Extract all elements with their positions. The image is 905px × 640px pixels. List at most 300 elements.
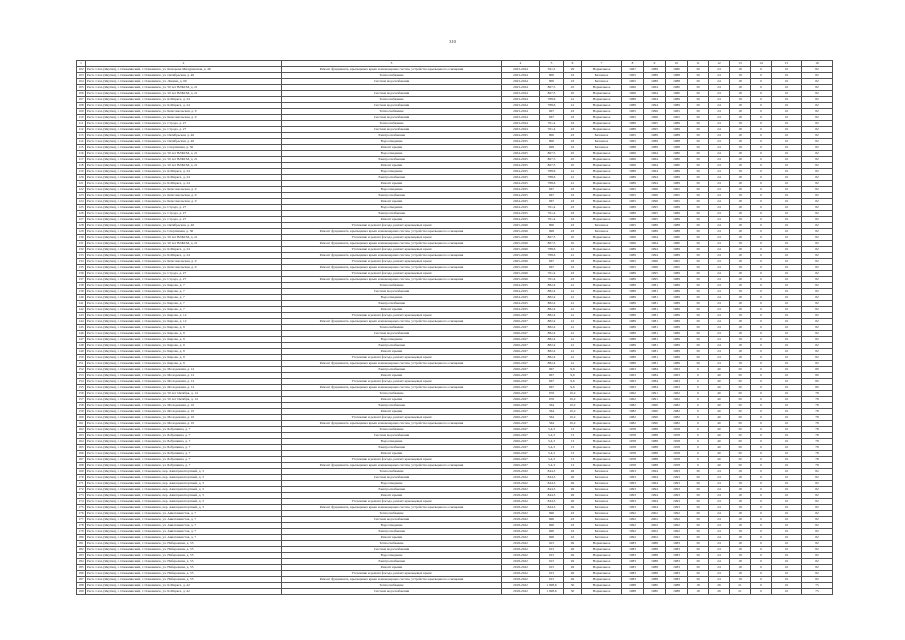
table-cell: Нормальное bbox=[582, 313, 622, 319]
table-cell: 667 bbox=[540, 187, 564, 193]
table-cell: 1962 bbox=[666, 397, 688, 403]
table-cell: 10 bbox=[772, 295, 802, 301]
table-cell: 45 bbox=[564, 85, 582, 91]
table-cell: 30 bbox=[688, 337, 709, 343]
table-cell: 43 bbox=[564, 511, 582, 517]
table-cell: 2018-2022 bbox=[502, 529, 540, 535]
table-cell: 24 bbox=[709, 343, 730, 349]
table-cell: 49 bbox=[564, 475, 582, 481]
table-cell: 169 bbox=[78, 469, 84, 473]
table-cell: Нормальное bbox=[582, 301, 622, 307]
table-cell: Респ. Саха (Якутия), г. Олекминский, г. Олекминск, ул. Комсомольская, д. 9 bbox=[86, 259, 282, 265]
table-cell: 40 bbox=[709, 385, 730, 391]
table-cell: 0 bbox=[751, 139, 772, 145]
table-cell: 1989 bbox=[622, 337, 644, 343]
table-cell: 43 bbox=[564, 109, 582, 115]
table-cell: 24 bbox=[709, 523, 730, 529]
table-cell: 18 bbox=[730, 355, 751, 361]
table-cell: Ремонт крыши bbox=[282, 217, 502, 223]
table-cell: 915 bbox=[540, 565, 564, 571]
table-cell: 156 bbox=[78, 391, 84, 395]
table-cell: 844,3 bbox=[540, 475, 564, 481]
table-cell: 24 bbox=[709, 535, 730, 541]
table-cell: 1989 bbox=[622, 331, 644, 337]
table-cell: Водоотведение bbox=[282, 205, 502, 211]
table-cell: 1989 bbox=[622, 289, 644, 295]
table-cell: 0 bbox=[751, 349, 772, 355]
table-cell: Респ. Саха (Якутия), г. Олекминский, г. Олекминск, ул. Набережная, д. 55 bbox=[86, 559, 282, 565]
table-cell: 1984 bbox=[644, 367, 666, 373]
table-cell: 82 bbox=[802, 157, 833, 163]
table-cell: 24 bbox=[709, 355, 730, 361]
table-cell: Нормальное bbox=[582, 109, 622, 115]
table-cell: 2018-2022 bbox=[502, 517, 540, 523]
table-cell: 1980 bbox=[666, 67, 688, 73]
table-cell: 2018-2022 bbox=[502, 511, 540, 517]
table-cell: 24 bbox=[709, 121, 730, 127]
table-cell: 146 bbox=[78, 331, 84, 335]
table-cell: 0 bbox=[751, 385, 772, 391]
table-cell: Респ. Саха (Якутия), г. Олекминский, г. Олекминск, ул. Кирова, д. 9 bbox=[86, 325, 282, 331]
table-cell: 82 bbox=[802, 265, 833, 271]
table-cell: 1983 bbox=[622, 577, 644, 583]
table-cell: 1996 bbox=[644, 109, 666, 115]
table-cell: 667 bbox=[540, 259, 564, 265]
table-cell: 10 bbox=[772, 133, 802, 139]
table-cell: 844,3 bbox=[540, 469, 564, 475]
table-cell: 180 bbox=[78, 535, 84, 539]
table-cell: Нормальное bbox=[582, 463, 622, 469]
table-cell: Бетонное bbox=[582, 229, 622, 235]
table-cell: 1980 bbox=[644, 583, 666, 589]
table-cell: 2023-2024 bbox=[502, 109, 540, 115]
table-cell: 788,6 bbox=[540, 247, 564, 253]
table-cell: 0 bbox=[751, 517, 772, 523]
table-cell: 41 bbox=[564, 283, 582, 289]
table-cell: 1981 bbox=[644, 319, 666, 325]
table-cell: 43 bbox=[564, 115, 582, 121]
table-cell: 1989 bbox=[622, 217, 644, 223]
table-cell: 155 bbox=[78, 385, 84, 389]
table-cell: 800 bbox=[540, 139, 564, 145]
table-cell: 41 bbox=[564, 325, 582, 331]
table-cell: 170 bbox=[78, 475, 84, 479]
table-cell: 30 bbox=[688, 481, 709, 487]
table-cell: Респ. Саха (Якутия), г. Олекминский, г. Олекминск, ул. Кирова, д. 9 bbox=[86, 349, 282, 355]
table-cell: 1981 bbox=[644, 295, 666, 301]
table-cell: 82 bbox=[802, 577, 833, 583]
table-cell: 2024-2025 bbox=[502, 295, 540, 301]
table-cell: 1965 bbox=[622, 79, 644, 85]
table-cell: 184 bbox=[78, 559, 84, 563]
table-cell: 1964 bbox=[644, 163, 666, 169]
table-cell: 43 bbox=[564, 535, 582, 541]
table-cell: 10 bbox=[772, 205, 802, 211]
table-cell: 2018-2022 bbox=[502, 487, 540, 493]
table-cell: Бетонное bbox=[582, 523, 622, 529]
table-cell: 1989 bbox=[622, 355, 644, 361]
table-cell: 128 bbox=[78, 223, 84, 227]
table-cell: 82 bbox=[802, 217, 833, 223]
table-cell: 10 bbox=[772, 481, 802, 487]
table-cell: 1 098,6 bbox=[540, 589, 564, 595]
table-cell: 1989 bbox=[644, 229, 666, 235]
table-cell: 103 bbox=[78, 73, 84, 77]
table-cell: 10 bbox=[772, 427, 802, 433]
table-cell: Респ. Саха (Якутия), г. Олекминский, г. Олекминск, ул. Молодежная, д. 10 bbox=[86, 421, 282, 427]
table-cell: 24 bbox=[709, 229, 730, 235]
table-cell: 78 bbox=[802, 433, 833, 439]
table-cell: 24 bbox=[709, 487, 730, 493]
table-cell: 2026-2027 bbox=[502, 337, 540, 343]
table-cell: 1993 bbox=[666, 475, 688, 481]
table-cell: Электроснабжение bbox=[282, 193, 502, 199]
table-cell: 18 bbox=[730, 91, 751, 97]
table-cell: Бетонное bbox=[582, 469, 622, 475]
table-cell: 82 bbox=[802, 523, 833, 529]
table-cell: Нормальное bbox=[582, 379, 622, 385]
table-cell: 0 bbox=[751, 133, 772, 139]
table-cell: Нормальное bbox=[582, 583, 622, 589]
table-cell: 2026-2027 bbox=[502, 415, 540, 421]
table-cell: 43 bbox=[564, 193, 582, 199]
table-cell: Респ. Саха (Якутия), г. Олекминский, г. Олекминск, ул. 50 лет ВЛКСМ, д. 21 bbox=[86, 235, 282, 241]
table-cell: 24 bbox=[709, 241, 730, 247]
table-cell: 166 bbox=[78, 451, 84, 455]
table-cell: 30 bbox=[688, 493, 709, 499]
table-cell: 1966 bbox=[622, 235, 644, 241]
table-cell: 10 bbox=[772, 277, 802, 283]
table-cell: 1980 bbox=[666, 163, 688, 169]
table-cell: Респ. Саха (Якутия), г. Олекминский, г. Олекминск, ул. 50 лет ВЛКСМ, д. 21 bbox=[86, 157, 282, 163]
table-cell: 1994 bbox=[644, 169, 666, 175]
table-row bbox=[77, 67, 833, 73]
table-cell: 10 bbox=[772, 145, 802, 151]
table-cell: 2023-2024 bbox=[502, 73, 540, 79]
table-cell: Бетонное bbox=[582, 499, 622, 505]
table-cell: 1964 bbox=[644, 241, 666, 247]
table-cell: 152 bbox=[78, 367, 84, 371]
table-cell: 124 bbox=[78, 199, 84, 203]
table-cell: Ремонт крыши bbox=[282, 493, 502, 499]
table-cell: 30 bbox=[688, 157, 709, 163]
table-cell: 1966 bbox=[622, 85, 644, 91]
table-cell: 18 bbox=[730, 331, 751, 337]
table-cell: 0 bbox=[751, 241, 772, 247]
table-cell: 10 bbox=[772, 223, 802, 229]
table-cell: 1994 bbox=[644, 505, 666, 511]
table-cell: 2023-2024 bbox=[502, 79, 540, 85]
table-cell: 10 bbox=[772, 535, 802, 541]
table-cell: 18 bbox=[730, 187, 751, 193]
table-cell: 24 bbox=[709, 193, 730, 199]
table-cell: 690 bbox=[540, 517, 564, 523]
table-cell: 0 bbox=[751, 235, 772, 241]
table-cell: 1958 bbox=[622, 439, 644, 445]
table-cell: 43 bbox=[564, 139, 582, 145]
table-cell: 82 bbox=[802, 91, 833, 97]
table-cell: 1996 bbox=[644, 265, 666, 271]
table-cell: 882,4 bbox=[540, 349, 564, 355]
table-cell: 80 bbox=[802, 385, 833, 391]
table-cell: 30 bbox=[688, 295, 709, 301]
table-cell: 2026-2027 bbox=[502, 385, 540, 391]
table-cell: Респ. Саха (Якутия), г. Олекминский, г. Олекминск, ул. Молодежная, д. 12 bbox=[86, 385, 282, 391]
table-cell: 882,4 bbox=[540, 283, 564, 289]
table-cell: 1989 bbox=[622, 283, 644, 289]
table-cell: 9,6 bbox=[564, 385, 582, 391]
table-cell: 882,4 bbox=[540, 301, 564, 307]
table-cell: 147 bbox=[78, 337, 84, 341]
table-cell: 0 bbox=[751, 397, 772, 403]
table-cell: 30 bbox=[688, 199, 709, 205]
table-cell: Ремонт крыши bbox=[282, 349, 502, 355]
table-cell: 172 bbox=[78, 487, 84, 491]
table-cell: 10 bbox=[772, 565, 802, 571]
table-cell: 141 bbox=[78, 301, 84, 305]
table-cell: 699 bbox=[540, 145, 564, 151]
table-cell: 10 bbox=[772, 559, 802, 565]
table-cell: 1993 bbox=[666, 493, 688, 499]
table-cell: 82 bbox=[802, 337, 833, 343]
table-cell: 18 bbox=[730, 67, 751, 73]
table-cell: 1989 bbox=[644, 133, 666, 139]
table-cell: 1965 bbox=[622, 259, 644, 265]
table-cell: 123 bbox=[78, 193, 84, 197]
table-cell: 10 bbox=[772, 475, 802, 481]
table-cell: 18 bbox=[730, 163, 751, 169]
table-row bbox=[77, 589, 833, 595]
table-cell: 800 bbox=[540, 133, 564, 139]
table-cell: 10 bbox=[772, 547, 802, 553]
table-cell: 10 bbox=[772, 271, 802, 277]
table-cell: 0 bbox=[751, 217, 772, 223]
table-cell: Респ. Саха (Якутия), г. Олекминский, г. Олекминск, ул. Молодежная, д. 10 bbox=[86, 409, 282, 415]
table-cell: 2026-2027 bbox=[502, 397, 540, 403]
table-cell: Нормальное bbox=[582, 337, 622, 343]
table-cell: 1991 bbox=[644, 397, 666, 403]
table-cell: 43 bbox=[564, 205, 582, 211]
table-cell: Нормальное bbox=[582, 571, 622, 577]
table-cell: 30 bbox=[688, 277, 709, 283]
table-cell: 1989 bbox=[644, 67, 666, 73]
table-cell: 2018-2022 bbox=[502, 481, 540, 487]
table-cell: Респ. Саха (Якутия), г. Олекминский, г. Олекминск, ул. Молодежная, д. 10 bbox=[86, 403, 282, 409]
table-cell: 10 bbox=[772, 283, 802, 289]
table-cell: Утепление и ремонт фасада, ремонт крыльцевых крыш bbox=[282, 247, 502, 253]
table-cell: 18 bbox=[730, 523, 751, 529]
column-number-header: 1 bbox=[77, 61, 86, 67]
table-cell: 1981 bbox=[644, 283, 666, 289]
table-cell: Нормальное bbox=[582, 319, 622, 325]
table-cell: 30 bbox=[688, 211, 709, 217]
table-cell: 10 bbox=[772, 487, 802, 493]
table-cell: 1963 bbox=[622, 373, 644, 379]
table-cell: 125 bbox=[78, 205, 84, 209]
table-cell: Респ. Саха (Якутия), г. Олекминский, г. Олекминск, ул. Кирова, д. 7 bbox=[86, 307, 282, 313]
table-cell: 0 bbox=[688, 379, 709, 385]
table-cell: 82 bbox=[802, 205, 833, 211]
table-cell: 1988 bbox=[644, 559, 666, 565]
table-cell: 2024-2025 bbox=[502, 157, 540, 163]
table-cell: 30 bbox=[688, 229, 709, 235]
table-cell: 43 bbox=[564, 517, 582, 523]
table-cell: 5,4,3 bbox=[540, 439, 564, 445]
table-cell: 1989 bbox=[622, 349, 644, 355]
table-cell: 18 bbox=[730, 205, 751, 211]
table-cell: 0 bbox=[751, 319, 772, 325]
table-cell: 2025-2026 bbox=[502, 223, 540, 229]
table-cell: Ремонт крыши bbox=[282, 451, 502, 457]
table-cell: 1992 bbox=[666, 517, 688, 523]
table-cell: 1989 bbox=[622, 127, 644, 133]
table-cell: 0 bbox=[688, 451, 709, 457]
table-cell: 18 bbox=[730, 79, 751, 85]
table-cell: 1995 bbox=[644, 211, 666, 217]
table-cell: 1989 bbox=[666, 121, 688, 127]
table-cell: 10 bbox=[772, 163, 802, 169]
table-cell: 1993 bbox=[666, 481, 688, 487]
table-cell: 24 bbox=[709, 253, 730, 259]
table-cell: 2025-2026 bbox=[502, 241, 540, 247]
table-cell: 30 bbox=[688, 499, 709, 505]
table-cell: 18 bbox=[730, 487, 751, 493]
table-cell: 1989 bbox=[666, 337, 688, 343]
table-cell: 0 bbox=[751, 223, 772, 229]
table-cell: Нормальное bbox=[582, 541, 622, 547]
table-cell: Утепление и ремонт фасада, ремонт крыльцевых крыш bbox=[282, 571, 502, 577]
table-cell: 2002 bbox=[644, 535, 666, 541]
table-cell: 24 bbox=[709, 265, 730, 271]
table-cell: 1989 bbox=[666, 277, 688, 283]
table-cell: 1980 bbox=[666, 85, 688, 91]
table-cell: 24 bbox=[709, 247, 730, 253]
table-cell: 30 bbox=[688, 331, 709, 337]
table-cell: Электроснабжение bbox=[282, 133, 502, 139]
table-cell: 18 bbox=[730, 97, 751, 103]
table-cell: 82 bbox=[802, 529, 833, 535]
table-cell: 1988 bbox=[666, 583, 688, 589]
table-cell: Теплоснабжение bbox=[282, 391, 502, 397]
table-cell: 2024-2025 bbox=[502, 211, 540, 217]
table-cell: 40 bbox=[709, 391, 730, 397]
table-cell: 1964 bbox=[644, 157, 666, 163]
table-cell: Респ. Саха (Якутия), г. Олекминский, г. Олекминск, ул. Комсомольская, д. 9 bbox=[86, 199, 282, 205]
table-cell: 0 bbox=[751, 493, 772, 499]
table-cell: 0 bbox=[751, 547, 772, 553]
table-cell: 2026-2027 bbox=[502, 319, 540, 325]
table-cell: Нормальное bbox=[582, 295, 622, 301]
table-cell: 78 bbox=[802, 391, 833, 397]
table-cell: 82 bbox=[802, 493, 833, 499]
table-cell: 1992 bbox=[622, 511, 644, 517]
table-cell: 690 bbox=[540, 511, 564, 517]
table-cell: 1958 bbox=[622, 457, 644, 463]
table-cell: 30 bbox=[688, 487, 709, 493]
table-cell: 13 bbox=[564, 439, 582, 445]
table-cell: 10 bbox=[772, 409, 802, 415]
table-cell: 40 bbox=[709, 373, 730, 379]
table-cell: 0 bbox=[751, 415, 772, 421]
table-cell: Респ. Саха (Якутия), г. Олекминский, г. Олекминск, ул. 50 лет Октября, д. 14 bbox=[86, 391, 282, 397]
table-cell: 0 bbox=[751, 229, 772, 235]
table-cell: Ремонт крыши bbox=[282, 373, 502, 379]
table-cell: Респ. Саха (Якутия), г. Олекминский, г. Олекминск, ул. Кирова, д. 9 bbox=[86, 361, 282, 367]
table-cell: 1995 bbox=[644, 121, 666, 127]
table-cell: 24 bbox=[709, 223, 730, 229]
table-cell: 18 bbox=[730, 127, 751, 133]
table-cell: Ремонт фундамента, крыльцевых крыш и инженерных систем, устройство крыльцевого освещения bbox=[282, 265, 502, 271]
table-cell: Респ. Саха (Якутия), г. Олекминский, г. Олекминск, ул. Комсомольская, д. 9 bbox=[86, 187, 282, 193]
table-cell: 1988 bbox=[622, 583, 644, 589]
table-cell: Респ. Саха (Якутия), г. Олекминский, г. Олекминск, ул. Спортивная, д. 56 bbox=[86, 229, 282, 235]
table-cell: 0 bbox=[688, 391, 709, 397]
table-cell: 18 bbox=[730, 199, 751, 205]
table-cell: 18 bbox=[730, 103, 751, 109]
table-cell: Система водоснабжения bbox=[282, 331, 502, 337]
table-cell: 115 bbox=[77, 145, 86, 151]
table-cell: 1993 bbox=[666, 487, 688, 493]
table-cell: Респ. Саха (Якутия), г. Олекминский, г. Олекминск, ул. Бабушкина, д. 7 bbox=[86, 463, 282, 469]
table-cell: 30 bbox=[730, 409, 751, 415]
table-cell: Бетонное bbox=[582, 511, 622, 517]
table-cell: 30 bbox=[688, 523, 709, 529]
table-cell: 18 bbox=[730, 73, 751, 79]
table-cell: Бетонное bbox=[582, 481, 622, 487]
table-cell: 0 bbox=[751, 445, 772, 451]
table-cell: 882,4 bbox=[540, 355, 564, 361]
table-cell: 0 bbox=[688, 463, 709, 469]
table-cell: Утепление и ремонт фасада, ремонт крыльцевых крыш bbox=[282, 271, 502, 277]
table-cell: 0 bbox=[688, 421, 709, 427]
table-cell: Нормальное bbox=[582, 211, 622, 217]
table-cell: 2025-2026 bbox=[502, 253, 540, 259]
table-cell: Нормальное bbox=[582, 397, 622, 403]
table-cell: 43 bbox=[564, 211, 582, 217]
table-cell: 0 bbox=[751, 487, 772, 493]
table-cell: 564 bbox=[540, 409, 564, 415]
table-cell: Ремонт фундамента, крыльцевых крыш и инженерных систем, устройство крыльцевого освещения bbox=[282, 319, 502, 325]
table-cell: 2024-2025 bbox=[502, 175, 540, 181]
table-cell: 1989 bbox=[644, 139, 666, 145]
table-cell: 10 bbox=[772, 379, 802, 385]
table-cell: 0 bbox=[751, 73, 772, 79]
table-cell: 10 bbox=[772, 289, 802, 295]
table-cell: 690 bbox=[540, 523, 564, 529]
table-cell: 800 bbox=[540, 79, 564, 85]
table-cell: 1992 bbox=[622, 523, 644, 529]
table-cell: 18 bbox=[730, 313, 751, 319]
table-cell: 41 bbox=[564, 313, 582, 319]
table-cell: Нормальное bbox=[582, 325, 622, 331]
table-cell: 844,3 bbox=[540, 487, 564, 493]
table-cell: 2002 bbox=[644, 523, 666, 529]
table-cell: 82 bbox=[802, 475, 833, 481]
table-cell: 1981 bbox=[644, 343, 666, 349]
column-number-header: 10 bbox=[666, 61, 688, 67]
table-cell: 1989 bbox=[622, 181, 644, 187]
table-cell: 132 bbox=[78, 247, 84, 251]
table-cell: 5,4,3 bbox=[540, 463, 564, 469]
table-cell: 24 bbox=[709, 481, 730, 487]
table-cell: 0 bbox=[751, 277, 772, 283]
table-cell: 10 bbox=[772, 229, 802, 235]
table-cell: 24 bbox=[709, 271, 730, 277]
table-cell: Респ. Саха (Якутия), г. Олекминский, г. Олекминск, ул. Кирова, д. 9 bbox=[86, 331, 282, 337]
table-cell: 788,6 bbox=[540, 103, 564, 109]
table-cell: 1994 bbox=[644, 247, 666, 253]
table-cell: 75 bbox=[802, 589, 833, 595]
